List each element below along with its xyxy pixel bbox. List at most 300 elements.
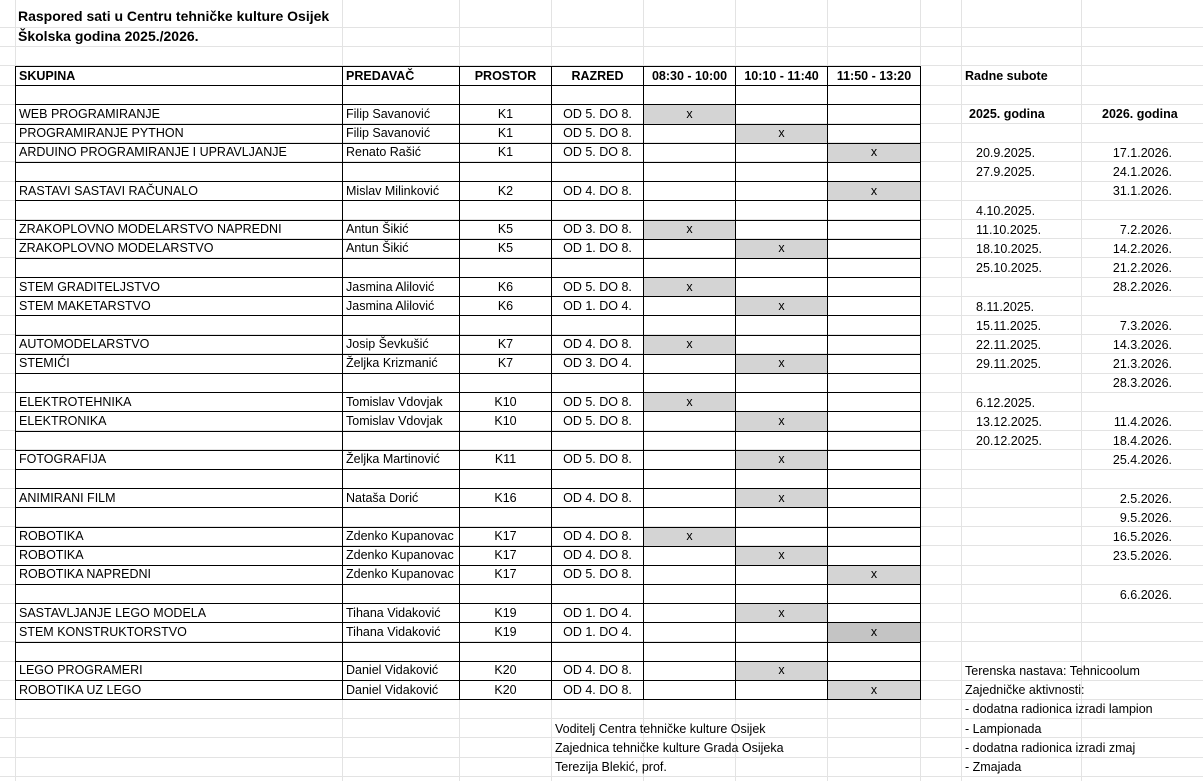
note-line[interactable]: Terenska nastava: Tehnicoolum	[965, 664, 1140, 678]
cell-predavac[interactable]: Tihana Vidaković	[343, 604, 460, 623]
table-row	[16, 393, 921, 412]
cell-razred[interactable]: OD 5. DO 8.	[552, 565, 644, 584]
saturday-date-2026[interactable]: 24.1.2026.	[1112, 165, 1172, 180]
cell-razred[interactable]: OD 5. DO 8.	[552, 124, 644, 143]
time-slot-cell[interactable]	[644, 585, 736, 604]
time-slot-mark[interactable]: x	[736, 450, 828, 469]
time-slot-cell[interactable]	[736, 201, 828, 220]
time-slot-cell[interactable]	[828, 431, 921, 450]
cell-skupina[interactable]	[16, 374, 343, 393]
column-header[interactable]: 08:30 - 10:00	[644, 67, 736, 86]
saturday-date-2025[interactable]: 13.12.2025.	[976, 414, 1043, 429]
time-slot-cell[interactable]	[828, 585, 921, 604]
sheet-subtitle[interactable]: Školska godina 2025./2026.	[18, 28, 199, 44]
cell-predavac[interactable]: Željka Krizmanić	[343, 354, 460, 373]
time-slot-cell[interactable]	[828, 508, 921, 527]
cell-predavac[interactable]: Antun Šikić	[343, 220, 460, 239]
cell-prostor[interactable]: K1	[460, 124, 552, 143]
saturday-date-2025[interactable]: 25.10.2025.	[976, 261, 1043, 276]
cell-predavac[interactable]	[343, 258, 460, 277]
time-slot-cell[interactable]	[828, 124, 921, 143]
time-slot-cell[interactable]	[736, 681, 828, 700]
cell-skupina[interactable]	[16, 201, 343, 220]
table-row	[16, 143, 921, 162]
cell-razred[interactable]	[552, 508, 644, 527]
time-slot-cell[interactable]	[644, 412, 736, 431]
cell-prostor[interactable]: K2	[460, 182, 552, 201]
cell-prostor[interactable]: K17	[460, 527, 552, 546]
cell-predavac[interactable]: Željka Martinović	[343, 450, 460, 469]
time-slot-mark[interactable]: x	[644, 393, 736, 412]
time-slot-cell[interactable]	[828, 105, 921, 124]
table-row	[16, 489, 921, 508]
cell-skupina[interactable]	[16, 508, 343, 527]
cell-razred[interactable]: OD 3. DO 8.	[552, 220, 644, 239]
cell-predavac[interactable]: Jasmina Alilović	[343, 297, 460, 316]
footer-line-1[interactable]: Voditelj Centra tehničke kulture Osijek	[555, 722, 766, 736]
cell-predavac[interactable]: Daniel Vidaković	[343, 661, 460, 680]
time-slot-cell[interactable]	[644, 354, 736, 373]
time-slot-mark[interactable]: x	[736, 354, 828, 373]
time-slot-cell[interactable]	[828, 546, 921, 565]
time-slot-cell[interactable]	[828, 604, 921, 623]
cell-predavac[interactable]: Zdenko Kupanovac	[343, 546, 460, 565]
time-slot-cell[interactable]	[644, 604, 736, 623]
cell-prostor[interactable]: K16	[460, 489, 552, 508]
cell-skupina[interactable]: STEM GRADITELJSTVO	[16, 278, 343, 297]
time-slot-cell[interactable]	[644, 182, 736, 201]
table-row	[16, 105, 921, 124]
blank-row	[16, 258, 921, 277]
cell-prostor[interactable]: K1	[460, 105, 552, 124]
time-slot-cell[interactable]	[644, 239, 736, 258]
cell-skupina[interactable]: STEM KONSTRUKTORSTVO	[16, 623, 343, 642]
saturdays-header-2025[interactable]: 2025. godina	[969, 107, 1045, 121]
saturday-date-2026[interactable]: 16.5.2026.	[1112, 530, 1172, 544]
cell-prostor[interactable]: K10	[460, 412, 552, 431]
cell-razred[interactable]	[552, 162, 644, 181]
saturday-date-2025[interactable]: 8.11.2025.	[976, 299, 1035, 314]
time-slot-mark[interactable]: x	[736, 604, 828, 623]
time-slot-cell[interactable]	[828, 412, 921, 431]
time-slot-mark[interactable]: x	[736, 661, 828, 680]
cell-skupina[interactable]	[16, 86, 343, 105]
time-slot-cell[interactable]	[736, 316, 828, 335]
time-slot-cell[interactable]	[736, 393, 828, 412]
cell-prostor[interactable]	[460, 431, 552, 450]
time-slot-mark[interactable]: x	[644, 105, 736, 124]
time-slot-cell[interactable]	[644, 316, 736, 335]
time-slot-mark[interactable]: x	[736, 412, 828, 431]
time-slot-cell[interactable]	[736, 258, 828, 277]
saturday-date-2025[interactable]: 6.12.2025.	[976, 395, 1036, 410]
saturday-date-2025[interactable]: 15.11.2025.	[976, 318, 1042, 333]
cell-skupina[interactable]: ELEKTROTEHNIKA	[16, 393, 343, 412]
cell-skupina[interactable]: ROBOTIKA UZ LEGO	[16, 681, 343, 700]
cell-predavac[interactable]: Daniel Vidaković	[343, 681, 460, 700]
time-slot-mark[interactable]: x	[736, 124, 828, 143]
saturday-date-2026[interactable]: 21.3.2026.	[1112, 357, 1172, 372]
time-slot-cell[interactable]	[736, 335, 828, 354]
time-slot-cell[interactable]	[644, 508, 736, 527]
cell-predavac[interactable]	[343, 162, 460, 181]
time-slot-cell[interactable]	[644, 162, 736, 181]
column-header[interactable]: RAZRED	[552, 67, 644, 86]
time-slot-cell[interactable]	[736, 431, 828, 450]
cell-razred[interactable]: OD 4. DO 8.	[552, 182, 644, 201]
time-slot-cell[interactable]	[736, 623, 828, 642]
cell-skupina[interactable]: ANIMIRANI FILM	[16, 489, 343, 508]
time-slot-cell[interactable]	[736, 220, 828, 239]
cell-razred[interactable]: OD 5. DO 8.	[552, 278, 644, 297]
cell-skupina[interactable]: ZRAKOPLOVNO MODELARSTVO NAPREDNI	[16, 220, 343, 239]
saturday-date-2026[interactable]: 18.4.2026.	[1112, 434, 1172, 448]
time-slot-cell[interactable]	[828, 527, 921, 546]
time-slot-mark[interactable]: x	[644, 335, 736, 354]
time-slot-cell[interactable]	[736, 469, 828, 488]
table-row	[16, 354, 921, 373]
time-slot-cell[interactable]	[736, 182, 828, 201]
cell-razred[interactable]	[552, 201, 644, 220]
time-slot-cell[interactable]	[828, 316, 921, 335]
cell-predavac[interactable]	[343, 374, 460, 393]
cell-skupina[interactable]	[16, 316, 343, 335]
time-slot-cell[interactable]	[828, 201, 921, 220]
saturday-date-2026[interactable]: 7.3.2026.	[1119, 318, 1172, 333]
cell-skupina[interactable]: STEM MAKETARSTVO	[16, 297, 343, 316]
cell-skupina[interactable]: STEMIĆI	[16, 354, 343, 373]
cell-prostor[interactable]: K19	[460, 604, 552, 623]
saturday-date-2026[interactable]: 17.1.2026.	[1112, 146, 1172, 160]
cell-prostor[interactable]: K11	[460, 450, 552, 469]
time-slot-cell[interactable]	[828, 374, 921, 393]
cell-predavac[interactable]: Filip Savanović	[343, 105, 460, 124]
time-slot-cell[interactable]	[828, 86, 921, 105]
cell-predavac[interactable]: Antun Šikić	[343, 239, 460, 258]
cell-prostor[interactable]	[460, 86, 552, 105]
cell-skupina[interactable]	[16, 162, 343, 181]
cell-prostor[interactable]: K17	[460, 565, 552, 584]
cell-skupina[interactable]: AUTOMODELARSTVO	[16, 335, 343, 354]
cell-skupina[interactable]	[16, 585, 343, 604]
time-slot-cell[interactable]	[644, 489, 736, 508]
time-slot-mark[interactable]: x	[736, 546, 828, 565]
saturday-date-2026[interactable]: 6.6.2026.	[1119, 587, 1172, 602]
time-slot-cell[interactable]	[644, 258, 736, 277]
cell-skupina[interactable]	[16, 431, 343, 450]
time-slot-mark[interactable]: x	[644, 527, 736, 546]
time-slot-cell[interactable]	[644, 546, 736, 565]
saturday-date-2025[interactable]: 4.10.2025.	[976, 203, 1036, 218]
cell-skupina[interactable]	[16, 642, 343, 661]
cell-predavac[interactable]	[343, 585, 460, 604]
cell-predavac[interactable]: Jasmina Alilović	[343, 278, 460, 297]
time-slot-cell[interactable]	[644, 623, 736, 642]
cell-razred[interactable]: OD 4. DO 8.	[552, 335, 644, 354]
time-slot-cell[interactable]	[828, 469, 921, 488]
cell-skupina[interactable]	[16, 258, 343, 277]
time-slot-cell[interactable]	[736, 565, 828, 584]
cell-prostor[interactable]: K17	[460, 546, 552, 565]
cell-skupina[interactable]: WEB PROGRAMIRANJE	[16, 105, 343, 124]
time-slot-cell[interactable]	[736, 585, 828, 604]
cell-prostor[interactable]: K6	[460, 297, 552, 316]
time-slot-mark[interactable]: x	[644, 220, 736, 239]
time-slot-cell[interactable]	[828, 220, 921, 239]
note-line[interactable]: Zajedničke aktivnosti:	[965, 683, 1085, 698]
time-slot-cell[interactable]	[644, 450, 736, 469]
time-slot-cell[interactable]	[736, 162, 828, 181]
cell-skupina[interactable]: ZRAKOPLOVNO MODELARSTVO	[16, 239, 343, 258]
cell-prostor[interactable]	[460, 374, 552, 393]
cell-razred[interactable]: OD 4. DO 8.	[552, 489, 644, 508]
time-slot-cell[interactable]	[828, 393, 921, 412]
cell-skupina[interactable]: ELEKTRONIKA	[16, 412, 343, 431]
time-slot-cell[interactable]	[736, 278, 828, 297]
cell-razred[interactable]	[552, 316, 644, 335]
saturday-date-2026[interactable]: 28.2.2026.	[1112, 280, 1172, 295]
cell-razred[interactable]: OD 4. DO 8.	[552, 681, 644, 700]
time-slot-mark[interactable]: x	[828, 565, 921, 584]
cell-predavac[interactable]: Zdenko Kupanovac	[343, 527, 460, 546]
column-header[interactable]: 11:50 - 13:20	[828, 67, 921, 86]
cell-predavac[interactable]: Zdenko Kupanovac	[343, 565, 460, 584]
cell-predavac[interactable]: Filip Savanović	[343, 124, 460, 143]
time-slot-cell[interactable]	[828, 489, 921, 508]
time-slot-cell[interactable]	[644, 124, 736, 143]
cell-razred[interactable]: OD 4. DO 8.	[552, 546, 644, 565]
table-row	[16, 527, 921, 546]
time-slot-cell[interactable]	[644, 469, 736, 488]
time-slot-cell[interactable]	[828, 297, 921, 316]
gridline-vertical	[961, 0, 962, 781]
column-header[interactable]: PREDAVAČ	[343, 67, 460, 86]
cell-skupina[interactable]: ROBOTIKA	[16, 546, 343, 565]
cell-razred[interactable]: OD 1. DO 8.	[552, 239, 644, 258]
time-slot-cell[interactable]	[828, 642, 921, 661]
cell-prostor[interactable]	[460, 162, 552, 181]
cell-razred[interactable]: OD 5. DO 8.	[552, 450, 644, 469]
cell-predavac[interactable]: Renato Rašić	[343, 143, 460, 162]
cell-prostor[interactable]: K20	[460, 661, 552, 680]
cell-razred[interactable]: OD 1. DO 4.	[552, 604, 644, 623]
time-slot-cell[interactable]	[828, 239, 921, 258]
cell-skupina[interactable]: SASTAVLJANJE LEGO MODELA	[16, 604, 343, 623]
time-slot-cell[interactable]	[736, 143, 828, 162]
saturday-date-2025[interactable]: 18.10.2025.	[976, 242, 1043, 256]
cell-skupina[interactable]: ROBOTIKA	[16, 527, 343, 546]
time-slot-cell[interactable]	[644, 374, 736, 393]
time-slot-cell[interactable]	[644, 661, 736, 680]
cell-predavac[interactable]	[343, 469, 460, 488]
note-line[interactable]: - dodatna radionica izradi lampion	[965, 702, 1153, 717]
saturday-date-2025[interactable]: 20.12.2025.	[976, 434, 1043, 448]
cell-prostor[interactable]	[460, 316, 552, 335]
cell-skupina[interactable]: PROGRAMIRANJE PYTHON	[16, 124, 343, 143]
cell-razred[interactable]	[552, 585, 644, 604]
cell-razred[interactable]: OD 4. DO 8.	[552, 661, 644, 680]
saturday-date-2026[interactable]: 11.4.2026.	[1113, 414, 1172, 429]
cell-razred[interactable]: OD 1. DO 4.	[552, 623, 644, 642]
cell-prostor[interactable]	[460, 258, 552, 277]
cell-razred[interactable]	[552, 374, 644, 393]
gridline-horizontal	[0, 757, 1203, 758]
cell-prostor[interactable]	[460, 642, 552, 661]
sheet-title[interactable]: Raspored sati u Centru tehničke kulture Osijek	[18, 8, 330, 24]
table-row	[16, 239, 921, 258]
saturday-date-2026[interactable]: 14.3.2026.	[1112, 338, 1172, 352]
saturday-date-2026[interactable]: 7.2.2026.	[1119, 222, 1172, 237]
time-slot-cell[interactable]	[644, 565, 736, 584]
cell-prostor[interactable]: K19	[460, 623, 552, 642]
saturday-date-2026[interactable]: 23.5.2026.	[1112, 549, 1172, 564]
saturdays-header-2026[interactable]: 2026. godina	[1102, 107, 1178, 121]
cell-razred[interactable]: OD 5. DO 8.	[552, 143, 644, 162]
cell-razred[interactable]	[552, 642, 644, 661]
cell-prostor[interactable]	[460, 585, 552, 604]
cell-skupina[interactable]: FOTOGRAFIJA	[16, 450, 343, 469]
header-row	[16, 67, 921, 86]
table-row	[16, 278, 921, 297]
saturday-date-2026[interactable]: 21.2.2026.	[1112, 261, 1172, 276]
cell-razred[interactable]	[552, 86, 644, 105]
cell-predavac[interactable]: Tihana Vidaković	[343, 623, 460, 642]
footer-line-3[interactable]: Terezija Blekić, prof.	[555, 760, 667, 774]
time-slot-cell[interactable]	[736, 508, 828, 527]
saturday-date-2026[interactable]: 31.1.2026.	[1112, 184, 1172, 199]
cell-predavac[interactable]	[343, 431, 460, 450]
cell-skupina[interactable]	[16, 469, 343, 488]
table-row	[16, 546, 921, 565]
saturday-date-2026[interactable]: 14.2.2026.	[1112, 242, 1172, 256]
saturday-date-2026[interactable]: 2.5.2026.	[1119, 491, 1172, 506]
time-slot-cell[interactable]	[736, 374, 828, 393]
time-slot-cell[interactable]	[828, 335, 921, 354]
time-slot-cell[interactable]	[736, 105, 828, 124]
cell-prostor[interactable]: K5	[460, 239, 552, 258]
cell-predavac[interactable]: Tomislav Vdovjak	[343, 393, 460, 412]
blank-row	[16, 469, 921, 488]
time-slot-cell[interactable]	[828, 278, 921, 297]
blank-row	[16, 431, 921, 450]
cell-razred[interactable]: OD 3. DO 4.	[552, 354, 644, 373]
saturday-date-2026[interactable]: 25.4.2026.	[1112, 453, 1172, 468]
cell-prostor[interactable]: K6	[460, 278, 552, 297]
table-row	[16, 335, 921, 354]
cell-predavac[interactable]	[343, 86, 460, 105]
gridline-horizontal	[0, 737, 1203, 738]
cell-predavac[interactable]	[343, 508, 460, 527]
saturday-date-2025[interactable]: 22.11.2025.	[976, 338, 1042, 352]
time-slot-mark[interactable]: x	[644, 278, 736, 297]
column-header[interactable]: SKUPINA	[16, 67, 343, 86]
cell-prostor[interactable]: K10	[460, 393, 552, 412]
saturday-date-2026[interactable]: 28.3.2026.	[1112, 376, 1172, 391]
cell-predavac[interactable]: Nataša Dorić	[343, 489, 460, 508]
time-slot-cell[interactable]	[736, 86, 828, 105]
saturdays-title[interactable]: Radne subote	[965, 69, 1048, 83]
table-row	[16, 623, 921, 642]
time-slot-cell[interactable]	[644, 297, 736, 316]
time-slot-mark[interactable]: x	[828, 143, 921, 162]
time-slot-mark[interactable]: x	[828, 681, 921, 700]
cell-prostor[interactable]: K7	[460, 354, 552, 373]
time-slot-mark[interactable]: x	[736, 297, 828, 316]
cell-razred[interactable]: OD 5. DO 8.	[552, 393, 644, 412]
column-header[interactable]: 10:10 - 11:40	[736, 67, 828, 86]
cell-skupina[interactable]: ARDUINO PROGRAMIRANJE I UPRAVLJANJE	[16, 143, 343, 162]
note-line[interactable]: - dodatna radionica izradi zmaj	[965, 740, 1136, 755]
cell-prostor[interactable]: K7	[460, 335, 552, 354]
table-row	[16, 297, 921, 316]
blank-row	[16, 585, 921, 604]
cell-skupina[interactable]: RASTAVI SASTAVI RAČUNALO	[16, 182, 343, 201]
cell-predavac[interactable]: Mislav Milinković	[343, 182, 460, 201]
time-slot-cell[interactable]	[736, 642, 828, 661]
cell-prostor[interactable]: K5	[460, 220, 552, 239]
cell-predavac[interactable]	[343, 642, 460, 661]
time-slot-mark[interactable]: x	[736, 489, 828, 508]
cell-razred[interactable]	[552, 469, 644, 488]
time-slot-cell[interactable]	[644, 681, 736, 700]
cell-razred[interactable]: OD 4. DO 8.	[552, 527, 644, 546]
time-slot-mark[interactable]: x	[828, 182, 921, 201]
table-row	[16, 661, 921, 680]
cell-predavac[interactable]	[343, 201, 460, 220]
table-row	[16, 681, 921, 700]
cell-razred[interactable]: OD 5. DO 8.	[552, 412, 644, 431]
cell-razred[interactable]: OD 5. DO 8.	[552, 105, 644, 124]
table-row	[16, 412, 921, 431]
time-slot-mark[interactable]: x	[828, 623, 921, 642]
cell-predavac[interactable]: Tomislav Vdovjak	[343, 412, 460, 431]
time-slot-cell[interactable]	[828, 354, 921, 373]
time-slot-cell[interactable]	[828, 450, 921, 469]
cell-predavac[interactable]: Josip Ševkušić	[343, 335, 460, 354]
saturday-date-2025[interactable]: 11.10.2025.	[976, 222, 1042, 237]
time-slot-cell[interactable]	[644, 143, 736, 162]
cell-predavac[interactable]	[343, 316, 460, 335]
cell-prostor[interactable]	[460, 508, 552, 527]
time-slot-cell[interactable]	[644, 431, 736, 450]
time-slot-mark[interactable]: x	[736, 239, 828, 258]
cell-razred[interactable]	[552, 258, 644, 277]
cell-prostor[interactable]: K1	[460, 143, 552, 162]
time-slot-cell[interactable]	[828, 258, 921, 277]
cell-skupina[interactable]: ROBOTIKA NAPREDNI	[16, 565, 343, 584]
cell-razred[interactable]: OD 1. DO 4.	[552, 297, 644, 316]
saturday-date-2025[interactable]: 27.9.2025.	[976, 165, 1036, 180]
time-slot-cell[interactable]	[828, 661, 921, 680]
cell-prostor[interactable]: K20	[460, 681, 552, 700]
footer-line-2[interactable]: Zajednica tehničke kulture Grada Osijeka	[555, 741, 784, 755]
cell-razred[interactable]	[552, 431, 644, 450]
note-line[interactable]: - Zmajada	[965, 760, 1022, 774]
cell-prostor[interactable]	[460, 201, 552, 220]
saturday-date-2025[interactable]: 20.9.2025.	[976, 146, 1036, 160]
time-slot-cell[interactable]	[644, 86, 736, 105]
saturday-date-2025[interactable]: 29.11.2025.	[976, 357, 1042, 372]
time-slot-cell[interactable]	[644, 201, 736, 220]
cell-skupina[interactable]: LEGO PROGRAMERI	[16, 661, 343, 680]
time-slot-cell[interactable]	[736, 527, 828, 546]
time-slot-cell[interactable]	[828, 162, 921, 181]
note-line[interactable]: - Lampionada	[965, 721, 1042, 736]
cell-prostor[interactable]	[460, 469, 552, 488]
column-header[interactable]: PROSTOR	[460, 67, 552, 86]
saturday-date-2026[interactable]: 9.5.2026.	[1119, 510, 1172, 525]
time-slot-cell[interactable]	[644, 642, 736, 661]
